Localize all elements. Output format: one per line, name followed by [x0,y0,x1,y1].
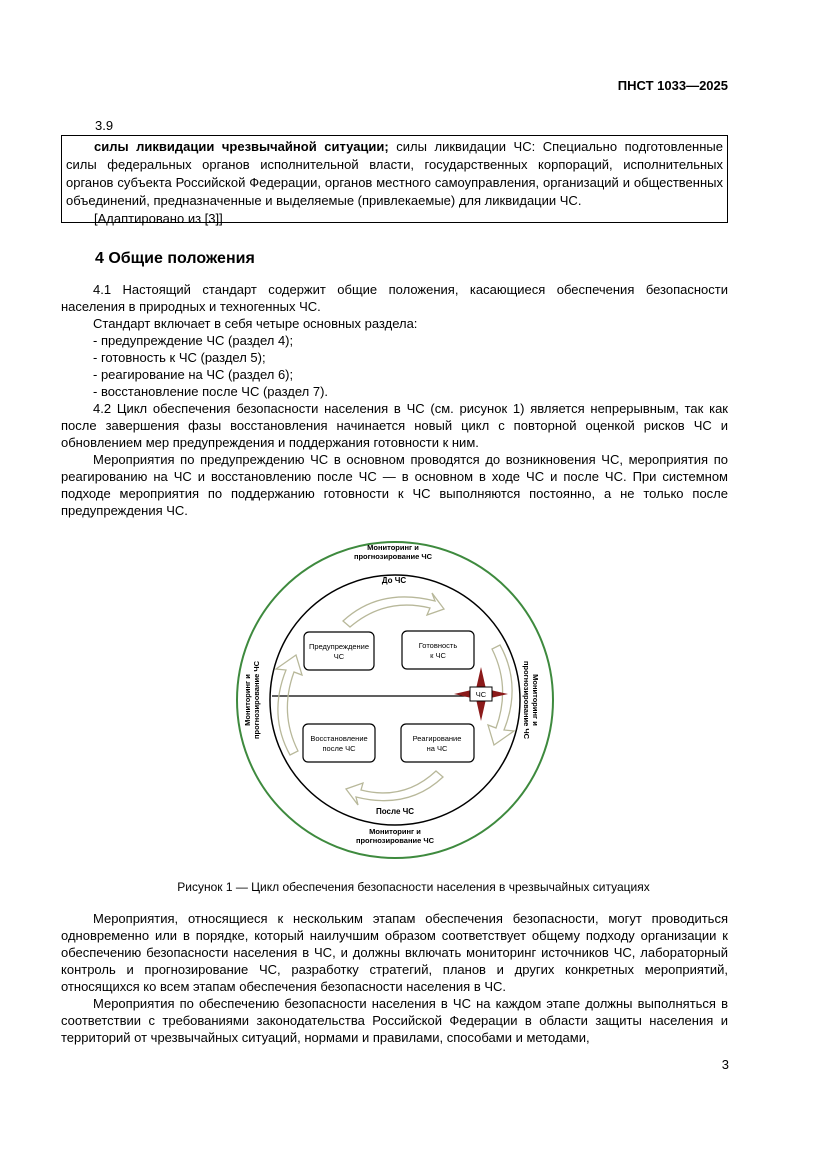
paragraph-multistage: Мероприятия, относящиеся к нескольким этапам обеспечения безопасности, могут проводиться одновременно или в порядке, который наилучшим образом соответствует общему подходу организации к обеспечению безопасности населения в ЧС, и должны включать мониторинг источников ЧС, лабораторный контроль и прогнозирование ЧС, разработку стратегий, планов и других конкретных мероприятий, относящихся ко всем этапам обеспечения безопасности населения в ЧС. [61,911,728,994]
term-definition-box [61,135,728,226]
list-item: - готовность к ЧС (раздел 5); [93,350,266,365]
paragraph-4-1: 4.1 Настоящий стандарт содержит общие положения, касающиеся обеспечения безопасности населения в природных и техногенных ЧС. [61,282,728,314]
paragraph-4-2: 4.2 Цикл обеспечения безопасности населения в ЧС (см. рисунок 1) является непрерывным, так как после завершения фазы восстановления начинается новый цикл с повторной оценкой рисков ЧС и обновлением мер предупреждения и поддержания готовности к ним. [61,401,728,450]
term-title: силы ликвидации чрезвычайной ситуации; [94,139,389,154]
list-item: - восстановление после ЧС (раздел 7). [93,384,329,399]
box-prevention [304,632,374,670]
standard-code: ПНСТ 1033—2025 [617,78,728,93]
arrow-bottom [346,771,443,805]
page-number: 3 [721,1057,729,1072]
svg-text:Восстановлениепосле ЧС: Восстановление после ЧС [310,734,368,753]
paragraph-legislation: Мероприятия по обеспечению безопасности населения в ЧС на каждом этапе должны выполняться в соответствии с требованиями законодательства Российской Федерации в области защиты населения и территорий от чрезвычайных ситуаций, нормами и правилами, способами и методами, [61,996,728,1045]
arrow-left [276,655,302,755]
term-definition [66,138,723,210]
label-before: До ЧС [381,576,407,585]
svg-text:ПредупреждениеЧС: Предупреждение ЧС [308,642,370,661]
arrow-top [343,593,444,627]
safety-cycle-diagram [230,535,560,865]
list-item: - предупреждение ЧС (раздел 4); [93,333,294,348]
box-recovery [303,724,375,762]
ring-label-left: Мониторинг ипрогнозирование ЧС [243,660,261,740]
section-body [61,281,728,519]
term-number: 3.9 [95,118,114,133]
svg-text:Реагированиена ЧС: Реагирование на ЧС [412,734,462,753]
box-response [401,724,474,762]
ring-label-top: Мониторинг и прогнозирование ЧС [353,543,433,561]
label-after: После ЧС [375,807,415,816]
list-item: - реагирование на ЧС (раздел 6); [93,367,294,382]
ring-label-right: Мониторинг ипрогнозирование ЧС [522,660,540,740]
paragraph-sections-intro: Стандарт включает в себя четыре основных раздела: [93,316,418,331]
figure-caption: Рисунок 1 — Цикл обеспечения безопасности населения в чрезвычайных ситуациях [177,880,650,894]
term-definition-text: силы ликвидации ЧС: Специально подготовленные силы федеральных органов исполнительной власти, государственных корпораций, исполнительных органов субъекта Российской Федерации, органов местного самоуправления, организаций и общественных объединений, предназначенные и выделяемые (привлекаемые) для ликвидации ЧС. [66,139,723,208]
after-figure-body [61,910,728,1046]
box-readiness [402,631,474,669]
paragraph-activities: Мероприятия по предупреждению ЧС в основном проводятся до возникновения ЧС, мероприятия по реагированию на ЧС и восстановлению после ЧС — в основном в ходе ЧС и после ЧС. При системном подходе мероприятия по поддержанию готовности к ЧС выполняются постоянно, а не только после предупреждения ЧС. [61,452,728,518]
svg-text:Готовностьк ЧС: Готовность к ЧС [418,641,458,660]
event-label: ЧС [475,690,487,699]
ring-label-bottom: Мониторинг и прогнозирование ЧС [355,827,435,845]
term-source: [Адаптировано из [3]] [94,211,223,226]
section-heading: 4 Общие положения [95,250,255,267]
